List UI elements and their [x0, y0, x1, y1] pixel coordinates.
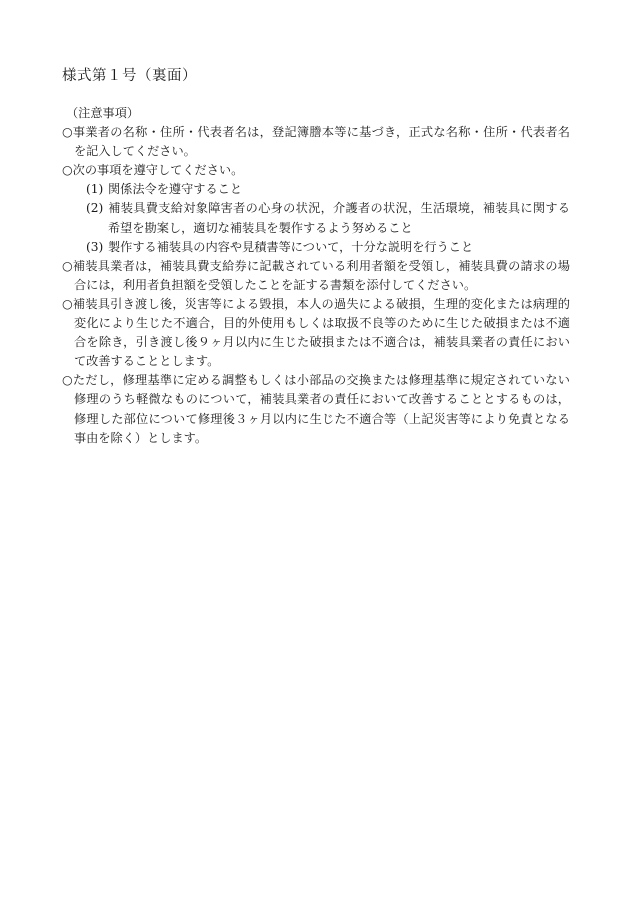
notice-section: [62, 104, 570, 448]
subitem-number: (2): [86, 201, 104, 216]
subitem-text: 製作する補装具の内容や見積書等について，十分な説明を行うこと: [108, 239, 474, 254]
notice-item-company-name: ○事業者の名称・住所・代表者名は，登記簿謄本等に基づき，正式な名称・住所・代表者名を記入してください。: [62, 125, 570, 159]
compliance-subitem: [62, 199, 570, 237]
notice-item-warranty: ○補装具引き渡し後，災害等による毀損，本人の過失による破損，生理的変化または病理的変化により生じた不適合，目的外使用もしくは取扱不良等のために生じた破損または不適合を除き，引き渡し後９ヶ月以内に生じた破損または不適合は，補装具業者の責任において改善することとします。: [62, 296, 570, 369]
notice-item-repair: ○ただし，修理基準に定める調整もしくは小部品の交換または修理基準に規定されていない修理のうち軽微なものについて，補装具業者の責任において改善することとするものは，修理した部位について修理後３ヶ月以内に生じた不適合等（上記災害等により免責となる事由を除く）とします。: [62, 373, 570, 445]
subitem-number: (1): [86, 182, 104, 197]
compliance-subitem: [62, 238, 570, 257]
subitem-text: 関係法令を遵守すること: [108, 182, 243, 197]
notice-item-compliance: ○次の事項を遵守してください。: [62, 163, 244, 178]
compliance-subitem: [62, 180, 570, 199]
subitem-number: (3): [86, 239, 104, 254]
notice-item-payment: ○補装具業者は，補装具費支給券に記載されている利用者額を受領し，補装具費の請求の場合には，利用者負担額を受領したことを証する書類を添付してください。: [62, 258, 570, 292]
compliance-sublist: [62, 180, 570, 256]
subitem-text: 補装具費支給対象障害者の心身の状況，介護者の状況，生活環境，補装具に関する希望を勘案し，適切な補装具を製作するよう努めること: [108, 201, 570, 235]
notice-heading: （注意事項）: [66, 106, 140, 120]
form-title: 様式第１号（裏面）: [62, 68, 197, 84]
